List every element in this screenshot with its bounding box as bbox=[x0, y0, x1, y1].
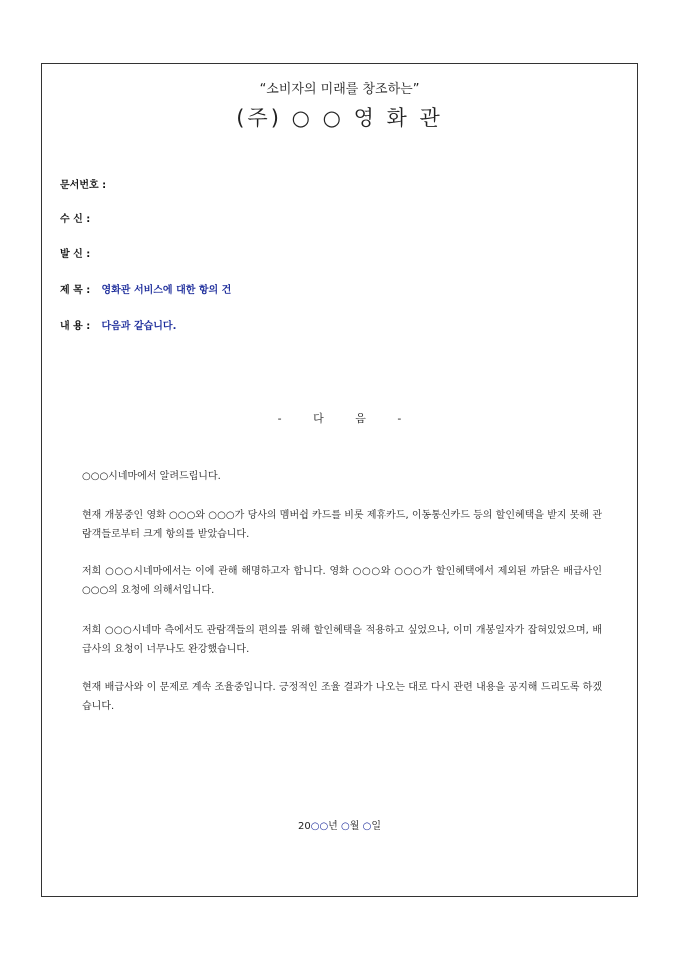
document-frame bbox=[41, 63, 638, 897]
paragraph: 저희 ○○○시네마에서는 이에 관해 해명하고자 합니다. 영화 ○○○와 ○○○가 할인혜택에서 제외된 까닭은 배급사인 ○○○의 요청에 의해서입니다. bbox=[82, 566, 602, 596]
field-recipient bbox=[60, 210, 98, 225]
date-year-mark: ○○ bbox=[310, 821, 329, 832]
field-value: 영화관 서비스에 대한 항의 건 bbox=[101, 285, 232, 296]
field-label: 문서번호 : bbox=[60, 180, 107, 191]
field-label: 제 목 : bbox=[60, 285, 91, 296]
paragraph: 현재 배급사와 이 문제로 계속 조율중입니다. 긍정적인 조율 결과가 나오는 대로 다시 관련 내용을 공지해 드리도록 하겠습니다. bbox=[82, 682, 602, 712]
company-name: (주) ○ ○ 영 화 관 bbox=[236, 106, 443, 130]
date-year-suffix: 년 bbox=[328, 821, 342, 832]
field-label: 내 용 : bbox=[60, 321, 91, 332]
paragraph: 저희 ○○○시네마 측에서도 관람객들의 편의를 위해 할인혜택을 적용하고 싶었으나, 이미 개봉일자가 잡혀있었으며, 배급사의 요청이 너무나도 완강했습니다. bbox=[82, 625, 602, 655]
paragraph: ○○○시네마에서 알려드립니다. bbox=[82, 471, 221, 482]
issue-date bbox=[42, 817, 637, 832]
section-separator: - 다 음 - bbox=[277, 412, 402, 425]
paragraph: 현재 개봉중인 영화 ○○○와 ○○○가 당사의 멤버쉽 카드를 비롯 제휴카드, 이동통신카드 등의 할인혜택을 받지 못해 관람객들로부터 크게 항의를 받았습니다. bbox=[82, 510, 602, 540]
field-content bbox=[60, 317, 176, 332]
field-label: 발 신 : bbox=[60, 249, 91, 260]
field-doc-number bbox=[60, 176, 107, 191]
slogan: “소비자의 미래를 창조하는” bbox=[259, 82, 420, 97]
date-day-mark: ○ bbox=[362, 821, 372, 832]
field-sender bbox=[60, 245, 98, 260]
date-day-suffix: 일 bbox=[371, 821, 381, 832]
date-month-suffix: 월 bbox=[349, 821, 363, 832]
date-month-mark: ○ bbox=[341, 821, 350, 832]
field-value: 다음과 같습니다. bbox=[101, 321, 177, 332]
field-label: 수 신 : bbox=[60, 214, 91, 225]
field-subject bbox=[60, 281, 231, 296]
date-year-prefix: 20 bbox=[297, 821, 311, 832]
